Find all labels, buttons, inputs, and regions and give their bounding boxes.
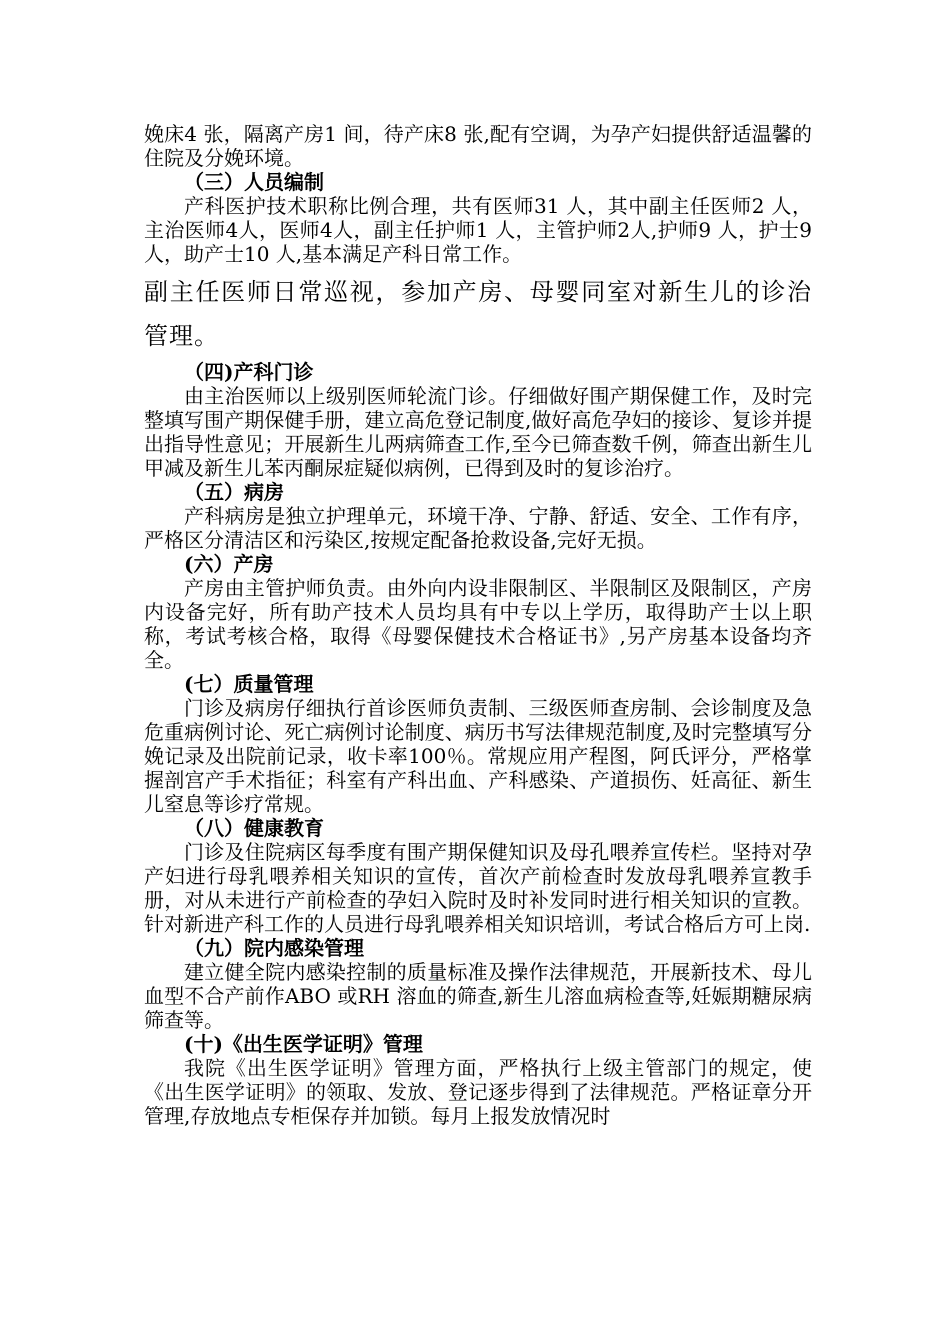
section-heading-staffing: （三）人员编制 [184, 170, 324, 194]
staffing-paragraph: 产科医护技术职称比例合理，共有医师31 人，其中副主任医师2 人，主治医师4人，医师4人，副主任护师1 人，主管护师2人,护师9 人，护士9人，助产士10 人,基本满足产科日常工作。 [144, 194, 812, 266]
staffing-note-paragraph: 副主任医师日常巡视，参加产房、母婴同室对新生儿的诊治管理。 [144, 278, 812, 350]
quality-paragraph: 门诊及病房仔细执行首诊医师负责制、三级医师查房制、会诊制度及急危重病例讨论、死亡病例讨论制度、病历书写法律规范制度,及时完整填写分娩记录及出院前记录，收卡率100％。常规应用产程图，阿氏评分，严格掌握剖宫产手术指征；科室有产科出血、产科感染、产道损伤、妊高征、新生儿窒息等诊疗常规。 [144, 696, 812, 816]
birth-certificate-paragraph: 我院《出生医学证明》管理方面，严格执行上级主管部门的规定，使《出生医学证明》的领取、发放、登记逐步得到了法律规范。严格证章分开管理,存放地点专柜保存并加锁。每月上报发放情况时 [144, 1056, 812, 1128]
ward-paragraph: 产科病房是独立护理单元，环境干净、宁静、舒适、安全、工作有序，严格区分清洁区和污染区,按规定配备抢救设备,完好无损。 [144, 504, 812, 552]
intro-paragraph: 娩床4 张，隔离产房1 间，待产床8 张,配有空调，为孕产妇提供舒适温馨的住院及分娩环境。 [144, 122, 812, 170]
outpatient-paragraph: 由主治医师以上级别医师轮流门诊。仔细做好围产期保健工作，及时完整填写围产期保健手册，建立高危登记制度,做好高危孕妇的接诊、复诊并提出指导性意见；开展新生儿两病筛查工作,至今已筛查数千例，筛查出新生儿甲减及新生儿苯丙酮尿症疑似病例，已得到及时的复诊治疗。 [144, 384, 812, 480]
infection-control-paragraph: 建立健全院内感染控制的质量标准及操作法律规范，开展新技术、母儿血型不合产前作ABO 或RH 溶血的筛查,新生儿溶血病检查等,妊娠期糖尿病筛查等。 [144, 960, 812, 1032]
document-body [144, 122, 812, 1128]
section-heading-health-education: （八）健康教育 [184, 816, 324, 840]
section-heading-infection-control: （九）院内感染管理 [184, 936, 364, 960]
section-heading-birth-certificate: (十)《出生医学证明》管理 [184, 1032, 423, 1056]
section-heading-ward: （五）病房 [184, 480, 284, 504]
delivery-room-paragraph: 产房由主管护师负责。由外向内设非限制区、半限制区及限制区，产房内设备完好，所有助产技术人员均具有中专以上学历，取得助产士以上职称，考试考核合格，取得《母婴保健技术合格证书》,另产房基本设备均齐全。 [144, 576, 812, 672]
section-heading-quality: (七）质量管理 [184, 672, 314, 696]
section-heading-delivery-room: (六）产房 [184, 552, 274, 576]
section-heading-outpatient: （四)产科门诊 [184, 360, 314, 384]
health-education-paragraph: 门诊及住院病区每季度有围产期保健知识及母孔喂养宣传栏。坚持对孕产妇进行母乳喂养相关知识的宣传，首次产前检查时发放母乳喂养宣教手册，对从未进行产前检查的孕妇入院时及时补发同时进行相关知识的宣教。针对新进产科工作的人员进行母乳喂养相关知识培训，考试合格后方可上岗. [144, 840, 812, 936]
